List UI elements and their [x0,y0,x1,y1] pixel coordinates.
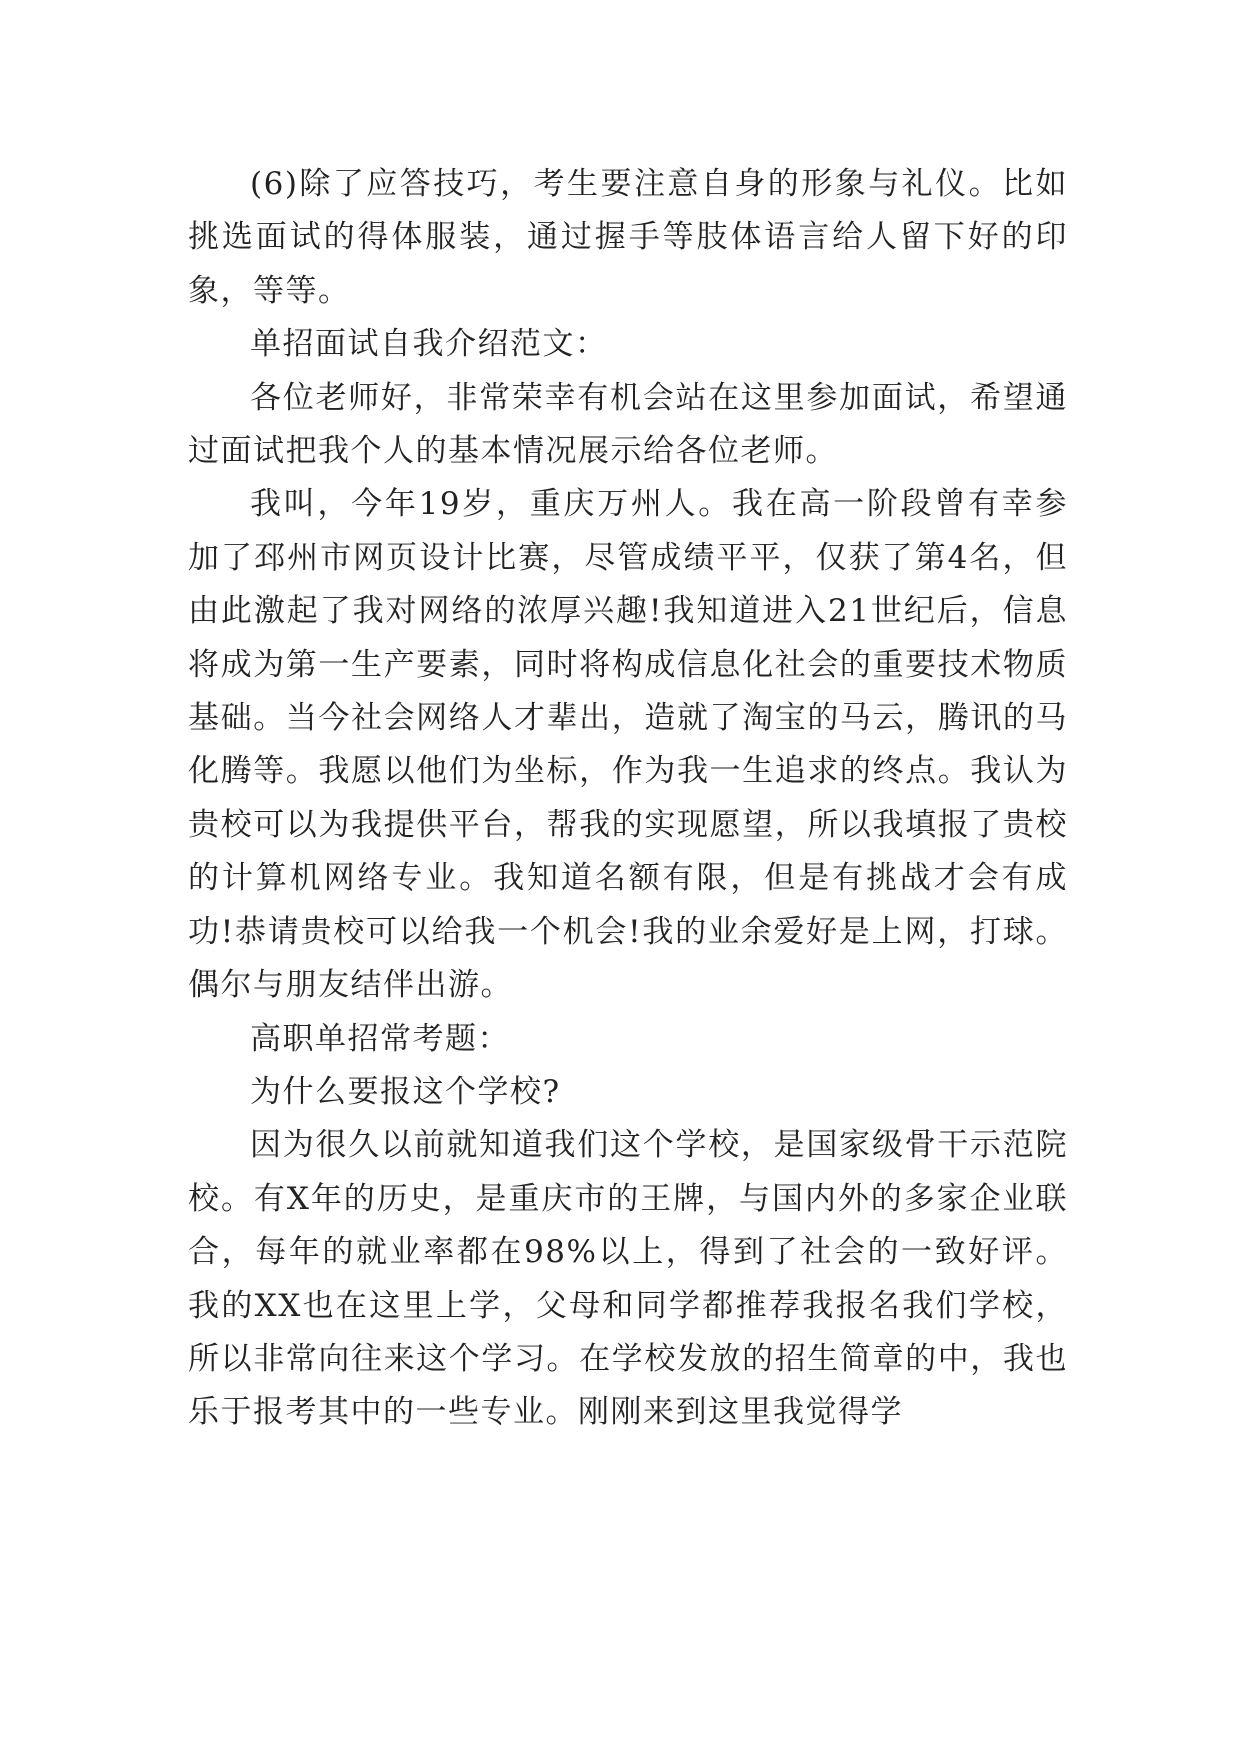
paragraph-self-intro: 我叫，今年19岁，重庆万州人。我在高一阶段曾有幸参加了邳州市网页设计比赛，尽管成绩平平，仅获了第4名，但由此激起了我对网络的浓厚兴趣!我知道进入21世纪后，信息将成为第一生产要素，同时将构成信息化社会的重要技术物质基础。当今社会网络人才辈出，造就了淘宝的马云，腾讯的马化腾等。我愿以他们为坐标，作为我一生追求的终点。我认为贵校可以为我提供平台，帮我的实现愿望，所以我填报了贵校的计算机网络专业。我知道名额有限，但是有挑战才会有成功!恭请贵校可以给我一个机会!我的业余爱好是上网，打球。偶尔与朋友结伴出游。 [188,486,1068,1004]
heading-common-questions: 高职单招常考题： [250,1020,510,1057]
question-why-this-school: 为什么要报这个学校? [250,1073,561,1110]
heading-self-intro-sample: 单招面试自我介绍范文： [250,326,608,363]
paragraph-appearance-tips: (6)除了应答技巧，考生要注意自身的形象与礼仪。比如挑选面试的得体服装，通过握手等肢体语言给人留下好的印象，等等。 [188,166,1068,309]
paragraph-answer: 因为很久以前就知道我们这个学校，是国家级骨干示范院校。有X年的历史，是重庆市的王牌，与国内外的多家企业联合，每年的就业率都在98%以上，得到了社会的一致好评。我的XX也在这里上学，父母和同学都推荐我报名我们学校，所以非常向往来这个学习。在学校发放的招生简章的中，我也乐于报考其中的一些专业。刚刚来到这里我觉得学 [188,1127,1068,1431]
paragraph-greeting: 各位老师好，非常荣幸有机会站在这里参加面试，希望通过面试把我个人的基本情况展示给各位老师。 [188,379,1068,470]
document-body [188,158,1068,1440]
